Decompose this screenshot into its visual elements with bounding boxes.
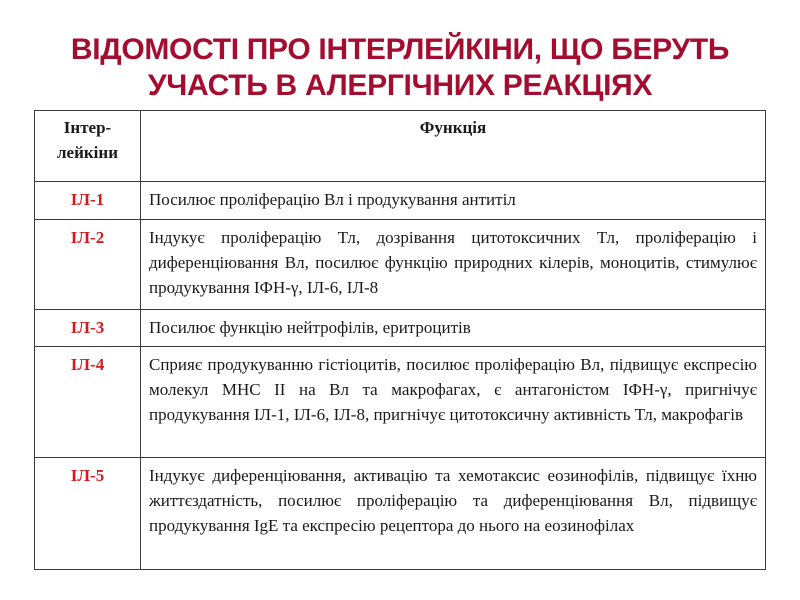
interleukin-name: ІЛ-3 — [35, 310, 141, 347]
header-interleukins: Інтер-лейкіни — [35, 111, 141, 182]
interleukins-table — [34, 110, 766, 570]
interleukin-function: Індукує диференціювання, активацію та хемотаксис еозинофілів, підвищує їхню життєздатність, посилює проліферацію та диференціювання Вл, підвищує продукування IgE та експресію рецептора до нього на еозинофілах — [141, 458, 766, 570]
interleukin-name: ІЛ-4 — [35, 347, 141, 458]
interleukin-function: Посилює проліферацію Вл і продукування антитіл — [141, 182, 766, 220]
slide-title-line-2: УЧАСТЬ В АЛЕРГІЧНИХ РЕАКЦІЯХ — [147, 69, 653, 102]
interleukin-name: ІЛ-1 — [35, 182, 141, 220]
header-function: Функція — [141, 111, 766, 182]
table-row — [35, 347, 766, 458]
slide-title-line-1: ВІДОМОСТІ ПРО ІНТЕРЛЕЙКІНИ, ЩО БЕРУТЬ — [70, 33, 730, 66]
table-row — [35, 182, 766, 220]
table-row — [35, 220, 766, 310]
interleukin-name: ІЛ-2 — [35, 220, 141, 310]
interleukin-function: Сприяє продукуванню гістіоцитів, посилює проліферацію Вл, підвищує експресію молекул МНС ІІ на Вл та макрофагах, є антагоністом ІФН-γ, пригнічує продукування ІЛ-1, ІЛ-6, ІЛ-8, пригнічує цитотоксичну активність Тл, макрофагів — [141, 347, 766, 458]
table-row — [35, 310, 766, 347]
interleukin-function: Посилює функцію нейтрофілів, еритроцитів — [141, 310, 766, 347]
table-row — [35, 458, 766, 570]
table-header-row — [35, 111, 766, 182]
slide-title — [0, 32, 800, 104]
interleukin-function: Індукує проліферацію Тл, дозрівання цитотоксичних Тл, проліферацію і диференціювання Вл, посилює функцію природних кілерів, моноцитів, стимулює продукування ІФН-γ, ІЛ-6, ІЛ-8 — [141, 220, 766, 310]
interleukin-name: ІЛ-5 — [35, 458, 141, 570]
